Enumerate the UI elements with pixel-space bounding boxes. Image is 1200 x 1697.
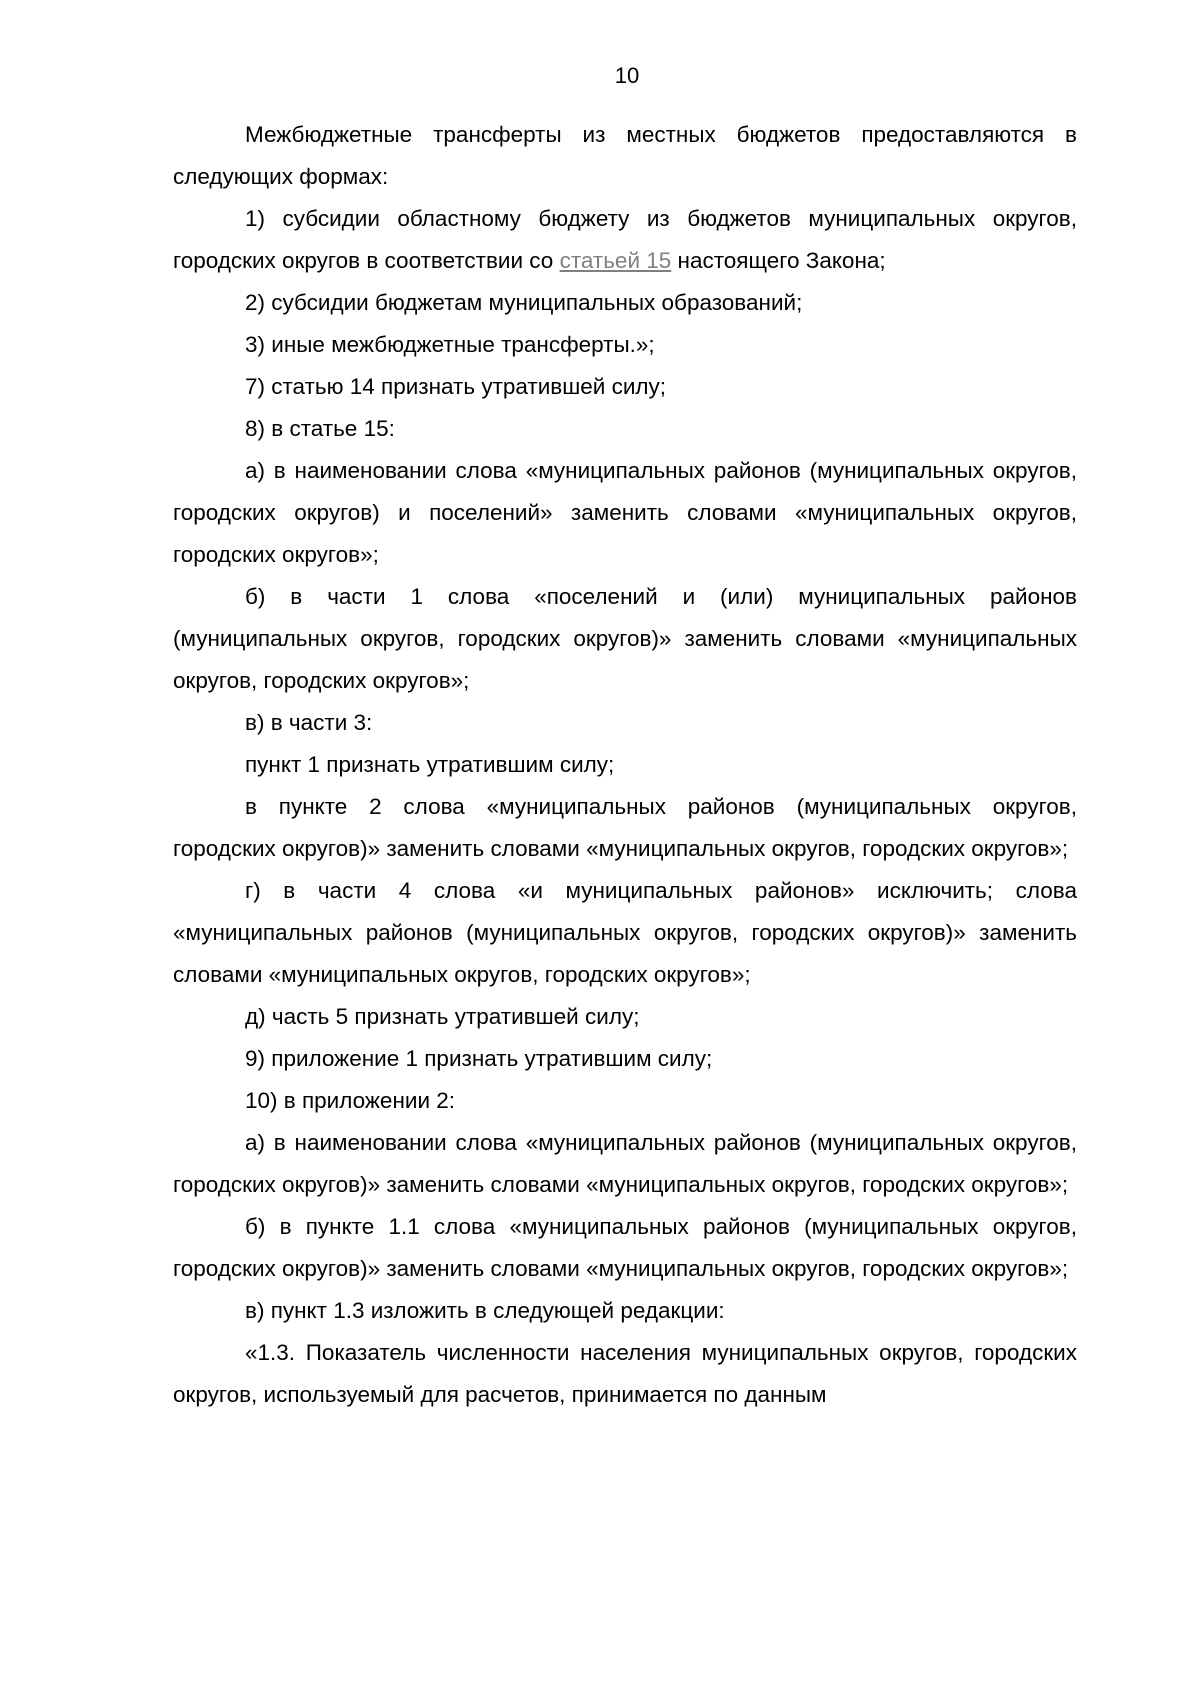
paragraph: в пункте 2 слова «муниципальных районов (муниципальных округов, городских округов)» заменить словами «муниципальных округов, городских округов»;	[173, 794, 1077, 861]
paragraph: а) в наименовании слова «муниципальных районов (муниципальных округов, городских округов) и поселений» заменить словами «муниципальных округов, городских округов»;	[173, 458, 1077, 567]
page-number: 10	[614, 63, 640, 88]
paragraph-text: настоящего Закона;	[671, 248, 886, 273]
paragraph: в) пункт 1.3 изложить в следующей редакции:	[245, 1298, 725, 1323]
paragraph: Межбюджетные трансферты из местных бюджетов предоставляются в следующих формах:	[173, 122, 1077, 189]
paragraph: 9) приложение 1 признать утратившим силу;	[245, 1046, 713, 1071]
paragraph: пункт 1 признать утратившим силу;	[245, 752, 615, 777]
paragraph: б) в части 1 слова «поселений и (или) муниципальных районов (муниципальных округов, городских округов)» заменить словами «муниципальных округов, городских округов»;	[173, 584, 1077, 693]
paragraph: 10) в приложении 2:	[245, 1088, 456, 1113]
paragraph: 3) иные межбюджетные трансферты.»;	[245, 332, 655, 357]
paragraph: 8) в статье 15:	[245, 416, 395, 441]
paragraph: 2) субсидии бюджетам муниципальных образований;	[245, 290, 803, 315]
paragraph: б) в пункте 1.1 слова «муниципальных районов (муниципальных округов, городских округов)» заменить словами «муниципальных округов, городских округов»;	[173, 1214, 1077, 1281]
article-15-link[interactable]: статьей 15	[559, 248, 672, 273]
paragraph: «1.3. Показатель численности населения муниципальных округов, городских округов, используемый для расчетов, принимается по данным	[173, 1340, 1077, 1407]
paragraph-text: 1) субсидии областному бюджету из бюджетов муниципальных округов, городских округов в соответствии со	[173, 206, 1077, 273]
paragraph	[173, 198, 1077, 282]
paragraph: а) в наименовании слова «муниципальных районов (муниципальных округов, городских округов)» заменить словами «муниципальных округов, городских округов»;	[173, 1130, 1077, 1197]
paragraph: в) в части 3:	[245, 710, 373, 735]
document-body	[173, 114, 1077, 1416]
paragraph: д) часть 5 признать утратившей силу;	[245, 1004, 640, 1029]
paragraph: 7) статью 14 признать утратившей силу;	[245, 374, 667, 399]
paragraph: г) в части 4 слова «и муниципальных районов» исключить; слова «муниципальных районов (муниципальных округов, городских округов)» заменить словами «муниципальных округов, городских округов»;	[173, 878, 1077, 987]
